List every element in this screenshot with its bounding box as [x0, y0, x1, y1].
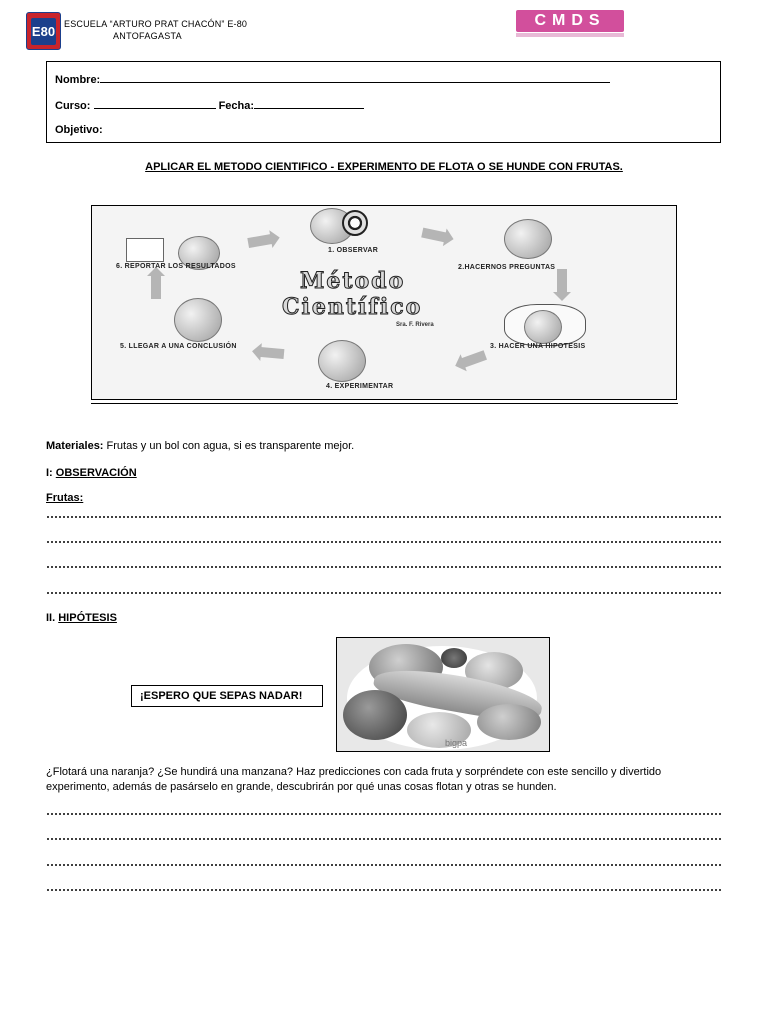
- materials-text: Frutas y un bol con agua, si es transparente mejor.: [103, 440, 355, 452]
- diagram-title-line1: Método: [300, 268, 406, 294]
- answer-dotted-line[interactable]: [46, 592, 721, 594]
- diagram-author: Sra. F. Rivera: [396, 322, 434, 328]
- arrow-icon: [247, 234, 272, 248]
- photo-watermark: bigpa: [445, 738, 468, 748]
- apple-shape: [343, 690, 407, 740]
- step-observe: 1. OBSERVAR: [328, 247, 379, 254]
- name-label: Nombre:: [55, 74, 101, 86]
- arrow-icon: [260, 347, 285, 359]
- section-observation-heading: [46, 467, 137, 479]
- step-report: 6. REPORTAR LOS RESULTADOS: [116, 263, 236, 270]
- diagram-underline: [91, 403, 678, 404]
- fruits-label: Frutas:: [46, 492, 84, 504]
- student-info-box: [46, 61, 721, 143]
- hypothesis-face-icon: [524, 310, 562, 344]
- fruit-bowl-photo: [336, 637, 550, 752]
- step-experiment: 4. EXPERIMENTAR: [326, 383, 394, 390]
- answer-dotted-line[interactable]: [46, 516, 721, 518]
- materials-line: [46, 440, 354, 452]
- section-hypothesis-heading: [46, 612, 117, 624]
- answer-dotted-line[interactable]: [46, 566, 721, 568]
- section-hypothesis-title: HIPÓTESIS: [58, 612, 117, 624]
- answer-dotted-line[interactable]: [46, 541, 721, 543]
- answer-dotted-line[interactable]: [46, 813, 721, 815]
- course-label: Curso:: [55, 100, 91, 112]
- date-label: Fecha:: [218, 100, 255, 112]
- date-field-line[interactable]: [254, 99, 364, 109]
- arrow-icon: [151, 275, 161, 299]
- section-observation-prefix: I:: [46, 467, 56, 479]
- school-logo: [26, 12, 61, 50]
- objective-label: Objetivo:: [55, 124, 103, 136]
- name-row: [55, 73, 610, 86]
- school-name: ESCUELA “ARTURO PRAT CHACÓN” E-80: [64, 19, 248, 29]
- cmds-logo-text: CMDS: [534, 12, 606, 29]
- writing-face-icon: [174, 298, 222, 342]
- arrow-icon: [557, 269, 567, 293]
- answer-dotted-line[interactable]: [46, 889, 721, 891]
- scientist-face-icon: [318, 340, 366, 382]
- school-logo-text: E80: [31, 18, 56, 45]
- worksheet-title: APLICAR EL METODO CIENTIFICO - EXPERIMENTO DE FLOTA O SE HUNDE CON FRUTAS.: [145, 161, 623, 173]
- grape-shape: [441, 648, 467, 668]
- arrow-icon: [421, 228, 447, 243]
- school-city: ANTOFAGASTA: [113, 31, 182, 41]
- pear-shape: [477, 704, 541, 740]
- course-field-line[interactable]: [94, 99, 216, 109]
- section-hypothesis-prefix: II.: [46, 612, 59, 624]
- section-observation-title: OBSERVACIÓN: [55, 467, 137, 479]
- course-date-row: [55, 99, 364, 112]
- name-field-line[interactable]: [100, 73, 610, 83]
- answer-dotted-line[interactable]: [46, 838, 721, 840]
- objective-row: [55, 124, 103, 136]
- scientific-method-diagram: [91, 205, 677, 400]
- answer-dotted-line[interactable]: [46, 864, 721, 866]
- magnifier-icon: [342, 210, 368, 236]
- step-hypothesis: 3. HACER UNA HIPOTESIS: [490, 343, 586, 350]
- cmds-logo: [516, 10, 624, 32]
- experiment-description: ¿Flotará una naranja? ¿Se hundirá una manzana? Haz predicciones con cada fruta y sorpréndete con este sencillo y divertido experimento, además de pasárselo en grande, descubrirán por qué unas cosas flotan y otras se hunden.: [46, 766, 662, 793]
- bar-chart-icon: [126, 238, 164, 262]
- step-questions: 2.HACERNOS PREGUNTAS: [458, 264, 556, 271]
- arrow-icon: [461, 350, 487, 368]
- swim-callout-box: ¡ESPERO QUE SEPAS NADAR!: [131, 685, 323, 707]
- materials-label: Materiales:: [46, 440, 104, 452]
- diagram-title-line2: Científico: [282, 294, 423, 320]
- thinking-face-icon: [504, 219, 552, 259]
- step-conclusion: 5. LLEGAR A UNA CONCLUSIÓN: [120, 343, 237, 350]
- cmds-logo-subtitle-bar: [516, 33, 624, 37]
